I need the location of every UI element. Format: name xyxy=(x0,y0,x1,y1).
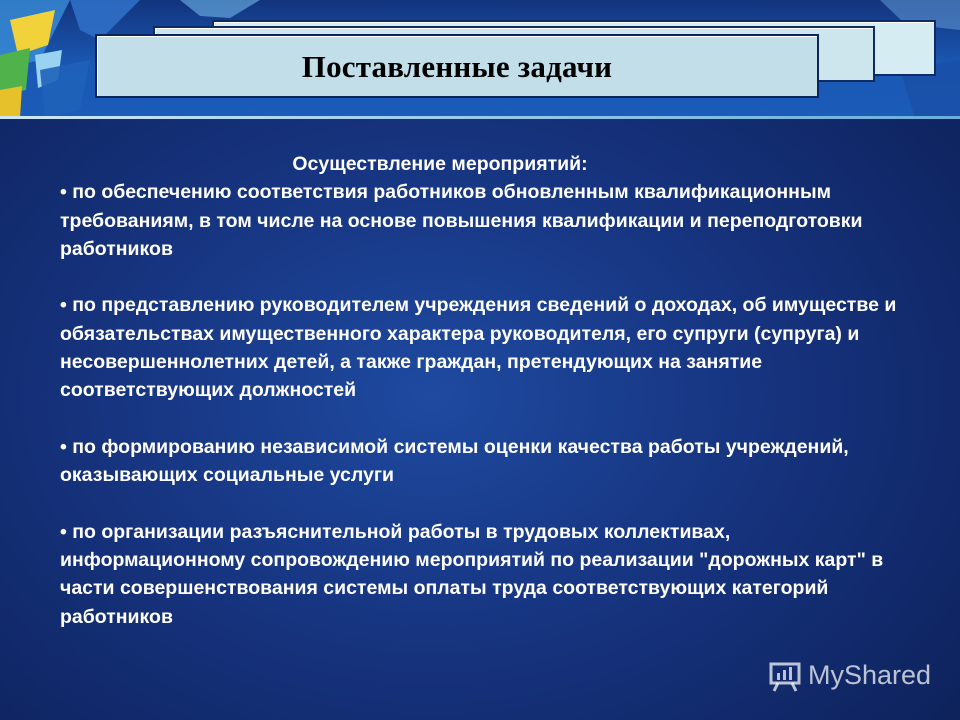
watermark xyxy=(768,655,931,695)
bullet-item: • по представлению руководителем учреждения сведений о доходах, об имуществе и обязательствах имущественного характера руководителя, его супруги (супруга) и несовершеннолетних детей, а также граждан, претендующих на занятие соответствующих должностей xyxy=(60,294,897,402)
slide-title: Поставленные задачи xyxy=(301,49,613,84)
spacer xyxy=(60,405,920,433)
presentation-board-icon xyxy=(768,658,802,692)
spacer xyxy=(60,490,920,518)
spacer xyxy=(60,263,920,291)
slide-body xyxy=(60,150,920,631)
slide-header xyxy=(0,0,960,118)
body-heading: Осуществление мероприятий: xyxy=(292,153,588,175)
title-panel xyxy=(95,34,819,98)
watermark-text: MyShared xyxy=(808,659,932,690)
header-divider xyxy=(0,116,960,119)
bullet-item: • по организации разъяснительной работы в трудовых коллективах, информационному сопровождению мероприятий по реализации "дорожных карт" в части совершенствования системы оплаты труда соответствующих категорий работников xyxy=(60,520,884,628)
bullet-item: • по обеспечению соответствия работников обновленным квалификационным требованиям, в том числе на основе повышения квалификации и переподготовки работников xyxy=(60,181,863,260)
bullet-item: • по формированию независимой системы оценки качества работы учреждений, оказывающих социальные услуги xyxy=(60,435,849,487)
